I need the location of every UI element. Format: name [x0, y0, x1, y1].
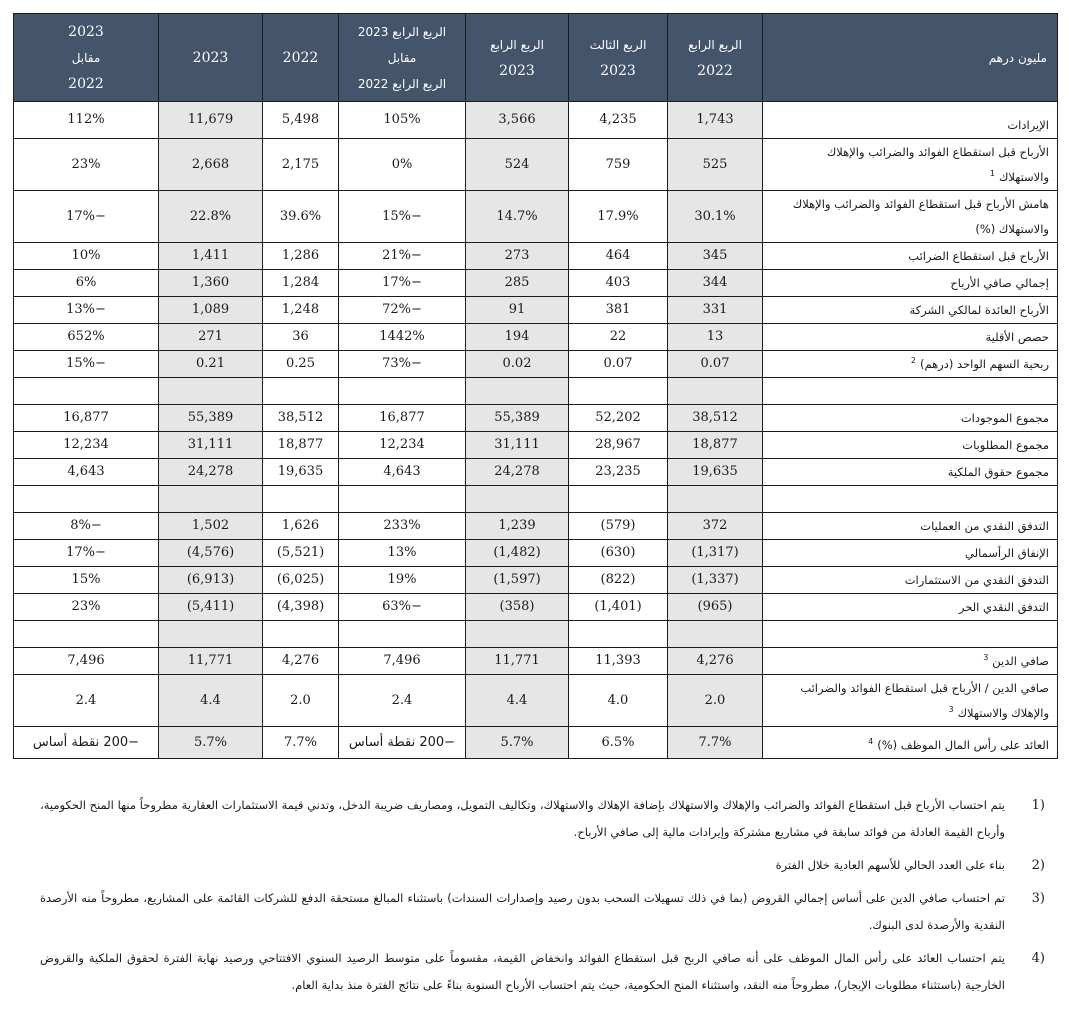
row-label-text: الإيرادات: [1007, 118, 1049, 132]
row-label: [763, 594, 1058, 621]
header-line: 2023: [68, 23, 104, 40]
table-cell: [14, 486, 159, 513]
header-year-2023: [159, 14, 263, 102]
table-cell: 2.0: [263, 675, 339, 727]
table-cell: 55,389: [159, 405, 263, 432]
table-cell: 4,643: [339, 459, 466, 486]
row-label-text: هامش الأرباح قبل استقطاع الفوائد والضرائب والإهلاك والاستهلاك (%): [792, 197, 1049, 236]
table-cell: 4,235: [569, 102, 668, 139]
table-cell: 4.4: [466, 675, 569, 727]
table-cell: 13: [668, 324, 763, 351]
row-label-text: ربحية السهم الواحد (درهم): [919, 357, 1049, 371]
table-row: [14, 594, 1058, 621]
table-row: [14, 513, 1058, 540]
table-cell: 381: [569, 297, 668, 324]
table-cell: (1,401): [569, 594, 668, 621]
table-cell: (630): [569, 540, 668, 567]
table-cell: 0.21: [159, 351, 263, 378]
table-cell: −8%: [14, 513, 159, 540]
table-cell: (5,521): [263, 540, 339, 567]
row-label: [763, 513, 1058, 540]
table-row: [14, 191, 1058, 243]
table-cell: 31,111: [466, 432, 569, 459]
table-cell: 372: [668, 513, 763, 540]
table-cell: 18,877: [263, 432, 339, 459]
table-cell: 233%: [339, 513, 466, 540]
table-row: [14, 459, 1058, 486]
table-header-row: [14, 14, 1058, 102]
table-cell: [14, 621, 159, 648]
table-cell: (6,025): [263, 567, 339, 594]
table-cell: 6%: [14, 270, 159, 297]
table-cell: 6.5%: [569, 727, 668, 759]
table-cell: [466, 621, 569, 648]
table-cell: 13%: [339, 540, 466, 567]
table-row: [14, 270, 1058, 297]
table-cell: 10%: [14, 243, 159, 270]
table-cell: −63%: [339, 594, 466, 621]
table-cell: 1,502: [159, 513, 263, 540]
table-cell: [339, 621, 466, 648]
table-cell: 24,278: [466, 459, 569, 486]
table-cell: 7,496: [339, 648, 466, 675]
table-cell: −200 نقطة أساس: [14, 727, 159, 759]
row-label: [763, 621, 1058, 648]
table-cell: 5.7%: [159, 727, 263, 759]
footnote-ref: 3: [948, 705, 954, 715]
row-label-text: مجموع المطلوبات: [962, 438, 1049, 452]
table-row: [14, 297, 1058, 324]
table-cell: 1,089: [159, 297, 263, 324]
row-label: [763, 139, 1058, 191]
table-cell: 11,771: [159, 648, 263, 675]
header-line: الربع الرابع 2023: [357, 24, 447, 39]
header-line: مقابل: [387, 50, 417, 65]
table-cell: [569, 621, 668, 648]
header-q4-2022: [668, 14, 763, 102]
row-label: [763, 324, 1058, 351]
table-cell: 31,111: [159, 432, 263, 459]
table-cell: 652%: [14, 324, 159, 351]
footnote-number: 2): [1031, 858, 1045, 873]
table-cell: 38,512: [668, 405, 763, 432]
table-cell: 19,635: [668, 459, 763, 486]
table-row: [14, 139, 1058, 191]
table-cell: 18,877: [668, 432, 763, 459]
table-cell: 2,175: [263, 139, 339, 191]
table-cell: 271: [159, 324, 263, 351]
table-cell: 345: [668, 243, 763, 270]
table-cell: 285: [466, 270, 569, 297]
table-cell: 525: [668, 139, 763, 191]
row-label: [763, 243, 1058, 270]
table-cell: −15%: [339, 191, 466, 243]
table-cell: (4,576): [159, 540, 263, 567]
table-row: [14, 727, 1058, 759]
row-label-text: التدفق النقدي من الاستثمارات: [904, 573, 1049, 587]
table-cell: 36: [263, 324, 339, 351]
header-year-comparison: [14, 14, 159, 102]
table-cell: 5,498: [263, 102, 339, 139]
footnote-number: 3): [1031, 891, 1045, 906]
table-cell: 19%: [339, 567, 466, 594]
row-label: [763, 567, 1058, 594]
financial-summary-table: [13, 13, 1058, 759]
row-label: [763, 432, 1058, 459]
table-cell: (358): [466, 594, 569, 621]
row-label: [763, 405, 1058, 432]
footnotes: [40, 792, 1045, 1005]
row-label: [763, 351, 1058, 378]
table-cell: −73%: [339, 351, 466, 378]
table-row: [14, 324, 1058, 351]
table-cell: 1,286: [263, 243, 339, 270]
table-cell: (1,597): [466, 567, 569, 594]
header-line: 2022: [697, 62, 733, 79]
table-cell: −17%: [14, 191, 159, 243]
table-cell: 30.1%: [668, 191, 763, 243]
table-cell: [466, 486, 569, 513]
header-line: 2023: [192, 49, 229, 66]
footnote-item: [40, 852, 1045, 879]
row-label: [763, 540, 1058, 567]
footnote-text: بناء على العدد الحالي للأسهم العادية خلال الفترة: [775, 858, 1005, 872]
table-cell: [569, 486, 668, 513]
table-cell: [339, 378, 466, 405]
row-label-text: مجموع حقوق الملكية: [947, 465, 1049, 479]
table-cell: 24,278: [159, 459, 263, 486]
footnote-item: [40, 945, 1045, 999]
footnote-number: 1): [1031, 798, 1045, 813]
table-cell: 2.4: [339, 675, 466, 727]
footnote-text: تم احتساب صافي الدين على أساس إجمالي القروض (بما في ذلك تسهيلات السحب بدون رصيد وإصدارات السندات) باستثناء المبالغ مستحقة الدفع للشركات القائمة على المشاريع، مطروحاً منه الأرصدة النقدية والأرصدة لدى البنوك.: [40, 891, 1005, 932]
table-cell: 1442%: [339, 324, 466, 351]
table-cell: (579): [569, 513, 668, 540]
footnote-item: [40, 792, 1045, 846]
table-cell: 0.02: [466, 351, 569, 378]
table-cell: (1,317): [668, 540, 763, 567]
row-label: [763, 297, 1058, 324]
table-cell: 7,496: [14, 648, 159, 675]
row-label-text: التدفق النقدي من العمليات: [920, 519, 1049, 533]
table-cell: 759: [569, 139, 668, 191]
footnote-ref: 4: [868, 737, 874, 747]
row-label: [763, 648, 1058, 675]
table-cell: 16,877: [339, 405, 466, 432]
table-cell: 11,393: [569, 648, 668, 675]
row-label-text: الأرباح قبل استقطاع الفوائد والضرائب والإهلاك والاستهلاك: [826, 145, 1049, 184]
table-cell: 464: [569, 243, 668, 270]
table-cell: 1,743: [668, 102, 763, 139]
table-cell: [339, 486, 466, 513]
table-cell: 2.0: [668, 675, 763, 727]
table-cell: [569, 378, 668, 405]
row-label-text: حصص الأقلية: [985, 330, 1049, 344]
table-spacer-row: [14, 621, 1058, 648]
table-cell: [668, 486, 763, 513]
row-label: [763, 102, 1058, 139]
row-label: [763, 378, 1058, 405]
header-line: 2022: [68, 75, 104, 92]
table-cell: 0.25: [263, 351, 339, 378]
table-cell: 5.7%: [466, 727, 569, 759]
table-cell: [263, 486, 339, 513]
table-cell: 273: [466, 243, 569, 270]
footnote-ref: 3: [983, 653, 989, 663]
table-cell: [14, 378, 159, 405]
row-label-text: صافي الدين / الأرباح قبل استقطاع الفوائد والضرائب والإهلاك والاستهلاك: [800, 681, 1049, 720]
table-cell: −21%: [339, 243, 466, 270]
footnote-text: يتم احتساب العائد على رأس المال الموظف على أنه صافي الربح قبل استقطاع الفوائد وانخفاض القيمة، مقسوماً على متوسط الرصيد السنوي الافتتاحي ورصيد نهاية الفترة لحقوق الملكية والقروض الخارجية (باستثناء مطلوبات الإيجار)، مطروحاً منه النقد، واستثناء المنح الحكومية، حيث يتم احتساب الأرباح السنوية بناءً على نتائج الفترة منذ بداية العام.: [40, 951, 1005, 992]
header-line: 2023: [499, 62, 535, 79]
row-label-text: التدفق النقدي الحر: [958, 600, 1049, 614]
table-cell: −13%: [14, 297, 159, 324]
table-cell: 2,668: [159, 139, 263, 191]
table-cell: 22: [569, 324, 668, 351]
table-cell: (4,398): [263, 594, 339, 621]
table-cell: 11,679: [159, 102, 263, 139]
table-cell: −200 نقطة أساس: [339, 727, 466, 759]
table-row: [14, 567, 1058, 594]
table-cell: 0.07: [668, 351, 763, 378]
table-body: [14, 102, 1058, 759]
table-cell: 3,566: [466, 102, 569, 139]
table-cell: (5,411): [159, 594, 263, 621]
header-q3-2023: [569, 14, 668, 102]
table-cell: 1,248: [263, 297, 339, 324]
table-row: [14, 432, 1058, 459]
table-cell: 14.7%: [466, 191, 569, 243]
header-line: 2022: [282, 49, 319, 66]
row-label: [763, 486, 1058, 513]
table-cell: 28,967: [569, 432, 668, 459]
table-cell: −17%: [339, 270, 466, 297]
table-cell: [263, 621, 339, 648]
table-cell: (6,913): [159, 567, 263, 594]
table-cell: 1,284: [263, 270, 339, 297]
table-cell: 7.7%: [263, 727, 339, 759]
table-cell: 1,239: [466, 513, 569, 540]
table-cell: 0%: [339, 139, 466, 191]
table-cell: 7.7%: [668, 727, 763, 759]
table-cell: 0.07: [569, 351, 668, 378]
table-cell: 403: [569, 270, 668, 297]
table-cell: 23%: [14, 594, 159, 621]
table-cell: 91: [466, 297, 569, 324]
table-cell: (965): [668, 594, 763, 621]
table-cell: 11,771: [466, 648, 569, 675]
table-row: [14, 540, 1058, 567]
financial-summary-table-container: [13, 13, 1058, 759]
table-cell: 17.9%: [569, 191, 668, 243]
table-cell: 16,877: [14, 405, 159, 432]
table-cell: (1,337): [668, 567, 763, 594]
row-label-text: الإنفاق الرأسمالي: [965, 546, 1049, 560]
header-line: الربع الرابع 2022: [357, 76, 447, 91]
table-cell: (1,482): [466, 540, 569, 567]
table-cell: 12,234: [339, 432, 466, 459]
table-cell: [466, 378, 569, 405]
footnote-number: 4): [1031, 951, 1045, 966]
table-row: [14, 675, 1058, 727]
row-label: [763, 191, 1058, 243]
header-unit-label: مليون درهم: [763, 14, 1058, 102]
footnote-ref: 1: [989, 169, 995, 179]
table-cell: 23%: [14, 139, 159, 191]
table-cell: 4,276: [263, 648, 339, 675]
table-cell: 4.0: [569, 675, 668, 727]
table-cell: 55,389: [466, 405, 569, 432]
footnote-text: يتم احتساب الأرباح قبل استقطاع الفوائد والضرائب والإهلاك والاستهلاك بإضافة الإهلاك والاستهلاك، وتكاليف التمويل، ومصاريف ضريبة الدخل، وتدني قيمة الاستثمارات العقارية مطروحاً منها المنح الحكومية، وأرباح القيمة العادلة من فوائد سابقة في مشاريع مشتركة وإيرادات مالية إلى صافي الأرباح.: [40, 798, 1005, 839]
table-cell: 52,202: [569, 405, 668, 432]
header-line: الربع الثالث: [589, 37, 647, 52]
table-cell: 1,626: [263, 513, 339, 540]
row-label-text: الأرباح العائدة لمالكي الشركة: [909, 303, 1049, 317]
table-spacer-row: [14, 378, 1058, 405]
row-label-text: إجمالي صافي الأرباح: [950, 276, 1049, 290]
table-row: [14, 102, 1058, 139]
table-cell: 2.4: [14, 675, 159, 727]
row-label: [763, 270, 1058, 297]
header-line: الربع الرابع: [490, 37, 544, 52]
footnote-ref: 2: [910, 356, 916, 366]
table-cell: −15%: [14, 351, 159, 378]
table-cell: 1,411: [159, 243, 263, 270]
row-label-text: مجموع الموجودات: [960, 411, 1049, 425]
table-cell: 105%: [339, 102, 466, 139]
table-cell: 15%: [14, 567, 159, 594]
table-cell: 524: [466, 139, 569, 191]
header-year-2022: [263, 14, 339, 102]
table-cell: 39.6%: [263, 191, 339, 243]
table-cell: [263, 378, 339, 405]
table-cell: 19,635: [263, 459, 339, 486]
row-label: [763, 459, 1058, 486]
header-line: مقابل: [71, 50, 101, 65]
table-cell: [668, 378, 763, 405]
header-line: الربع الرابع: [688, 37, 742, 52]
table-cell: −17%: [14, 540, 159, 567]
table-cell: 12,234: [14, 432, 159, 459]
row-label-text: صافي الدين: [992, 654, 1049, 668]
table-cell: 331: [668, 297, 763, 324]
table-cell: 22.8%: [159, 191, 263, 243]
row-label: [763, 727, 1058, 759]
table-cell: (822): [569, 567, 668, 594]
header-line: 2023: [600, 62, 636, 79]
table-cell: 4,643: [14, 459, 159, 486]
table-spacer-row: [14, 486, 1058, 513]
row-label-text: العائد على رأس المال الموظف (%): [877, 738, 1049, 752]
table-cell: 38,512: [263, 405, 339, 432]
table-cell: 344: [668, 270, 763, 297]
table-row: [14, 648, 1058, 675]
table-cell: 4.4: [159, 675, 263, 727]
table-row: [14, 351, 1058, 378]
table-cell: [159, 378, 263, 405]
table-cell: [668, 621, 763, 648]
table-cell: 1,360: [159, 270, 263, 297]
footnote-item: [40, 885, 1045, 939]
table-cell: 4,276: [668, 648, 763, 675]
table-cell: 23,235: [569, 459, 668, 486]
row-label: [763, 675, 1058, 727]
table-row: [14, 243, 1058, 270]
table-cell: −72%: [339, 297, 466, 324]
table-cell: [159, 621, 263, 648]
header-q4-comparison: [339, 14, 466, 102]
table-cell: 194: [466, 324, 569, 351]
table-cell: [159, 486, 263, 513]
table-row: [14, 405, 1058, 432]
row-label-text: الأرباح قبل استقطاع الضرائب: [908, 249, 1049, 263]
table-cell: 112%: [14, 102, 159, 139]
header-q4-2023: [466, 14, 569, 102]
